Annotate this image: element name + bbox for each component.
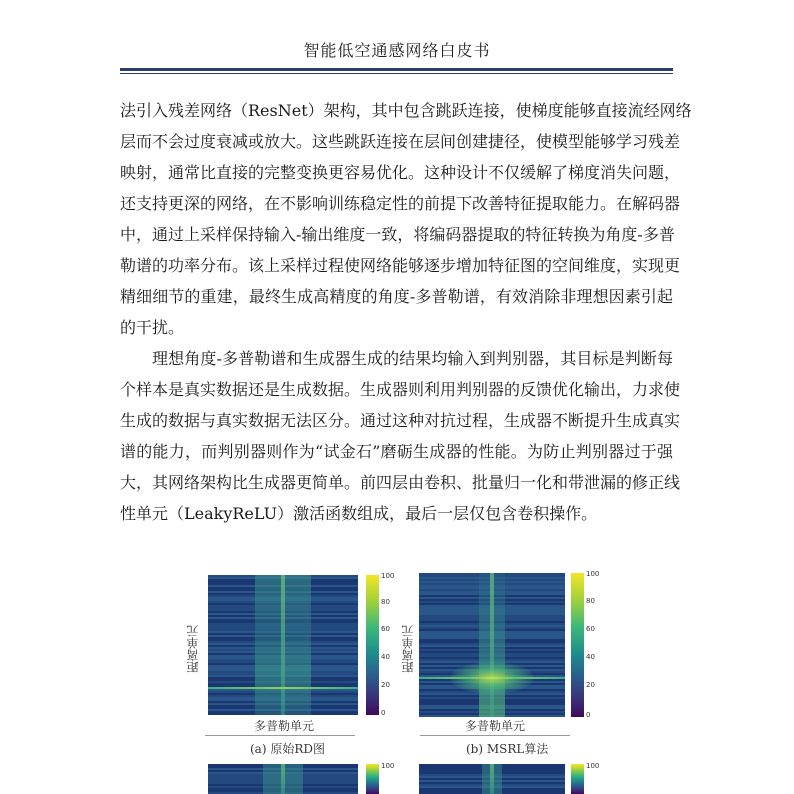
caption-rule-b (420, 735, 570, 736)
figure-panel-d (393, 762, 613, 794)
heatmap-c (208, 764, 358, 794)
heatmap-zero-doppler-line (490, 573, 494, 717)
colorbar-tick: 40 (586, 653, 595, 661)
paragraph-line: 中，通过上采样保持输入-输出维度一致，将编码器提取的特征转换为角度-多普 (120, 225, 675, 244)
colorbar-tick: 60 (586, 625, 595, 633)
heatmap-zero-doppler-line (490, 764, 494, 794)
colorbar-c (366, 764, 379, 794)
colorbar-tick: 20 (381, 681, 390, 689)
figure-panel-c (178, 762, 395, 794)
body-text (120, 95, 692, 529)
colorbar-tick: 100 (381, 762, 395, 770)
caption-rule-a (205, 735, 355, 736)
paragraph-line: 性单元（LeakyReLU）激活函数组成，最后一层仅包含卷积操作。 (120, 504, 598, 523)
ylabel-b: 距离单元 (401, 625, 415, 673)
colorbar-tick: 80 (586, 597, 595, 605)
header-rule-thin (120, 73, 673, 74)
running-header-title: 智能低空通感网络白皮书 (303, 41, 491, 60)
paragraph-line: 层而不会过度衰减或放大。这些跳跃连接在层间创建捷径，使模型能够学习残差 (120, 132, 681, 151)
heatmap-zero-doppler-line (281, 575, 285, 715)
header-rule-thick (120, 68, 673, 71)
xlabel-a: 多普勒单元 (254, 719, 315, 733)
paragraph-line: 精细细节的重建，最终生成高精度的角度-多普勒谱，有效消除非理想因素引起 (120, 287, 673, 306)
colorbar-tick: 0 (381, 709, 386, 717)
colorbar-a (366, 575, 379, 715)
colorbar-tick: 80 (381, 598, 390, 606)
paragraph-line: 个样本是真实数据还是生成数据。生成器则利用判别器的反馈优化输出，力求使 (120, 380, 681, 399)
heatmap-zero-doppler-line (281, 764, 285, 794)
paragraph-line: 的干扰。 (120, 318, 185, 337)
colorbar-tick: 0 (586, 711, 591, 719)
paragraph-line: 理想角度-多普勒谱和生成器生成的结果均输入到判别器，其目标是判断每 (152, 349, 673, 368)
heatmap-b (419, 573, 565, 717)
colorbar-tick: 100 (586, 570, 600, 578)
caption-a: (a) 原始RD图 (250, 742, 325, 756)
heatmap-target-blob (450, 662, 534, 694)
paragraph-line: 还支持更深的网络，在不影响训练稳定性的前提下改善特征提取能力。在解码器 (120, 194, 681, 213)
paragraph-line: 生成的数据与真实数据无法区分。通过这种对抗过程，生成器不断提升生成真实 (120, 411, 681, 430)
paragraph-line: 映射，通常比直接的完整变换更容易优化。这种设计不仅缓解了梯度消失问题， (120, 163, 681, 182)
colorbar-tick: 40 (381, 653, 390, 661)
heatmap-target-line (208, 687, 358, 689)
paragraph-line: 勒谱的功率分布。该上采样过程使网络能够逐步增加特征图的空间维度，实现更 (120, 256, 681, 275)
paragraph-line: 谱的能力，而判别器则作为“试金石”磨砺生成器的性能。为防止判别器过于强 (120, 442, 673, 461)
colorbar-tick: 100 (381, 572, 395, 580)
paragraph-line: 法引入残差网络（ResNet）架构，其中包含跳跃连接，使梯度能够直接流经网络 (120, 101, 692, 120)
heatmap-d (419, 764, 565, 794)
figure-panel-a (178, 565, 395, 755)
colorbar-b (571, 573, 584, 717)
colorbar-d (571, 764, 584, 794)
paragraph-line: 大，其网络架构比生成器更简单。前四层由卷积、批量归一化和带泄漏的修正线 (120, 473, 681, 492)
heatmap-a (208, 575, 358, 715)
xlabel-b: 多普勒单元 (465, 719, 526, 733)
colorbar-tick: 20 (586, 681, 595, 689)
caption-b: (b) MSRL算法 (466, 742, 549, 756)
colorbar-tick: 60 (381, 625, 390, 633)
colorbar-tick: 100 (586, 762, 600, 770)
figure-panel-b (393, 565, 613, 755)
ylabel-a: 距离单元 (186, 625, 200, 673)
